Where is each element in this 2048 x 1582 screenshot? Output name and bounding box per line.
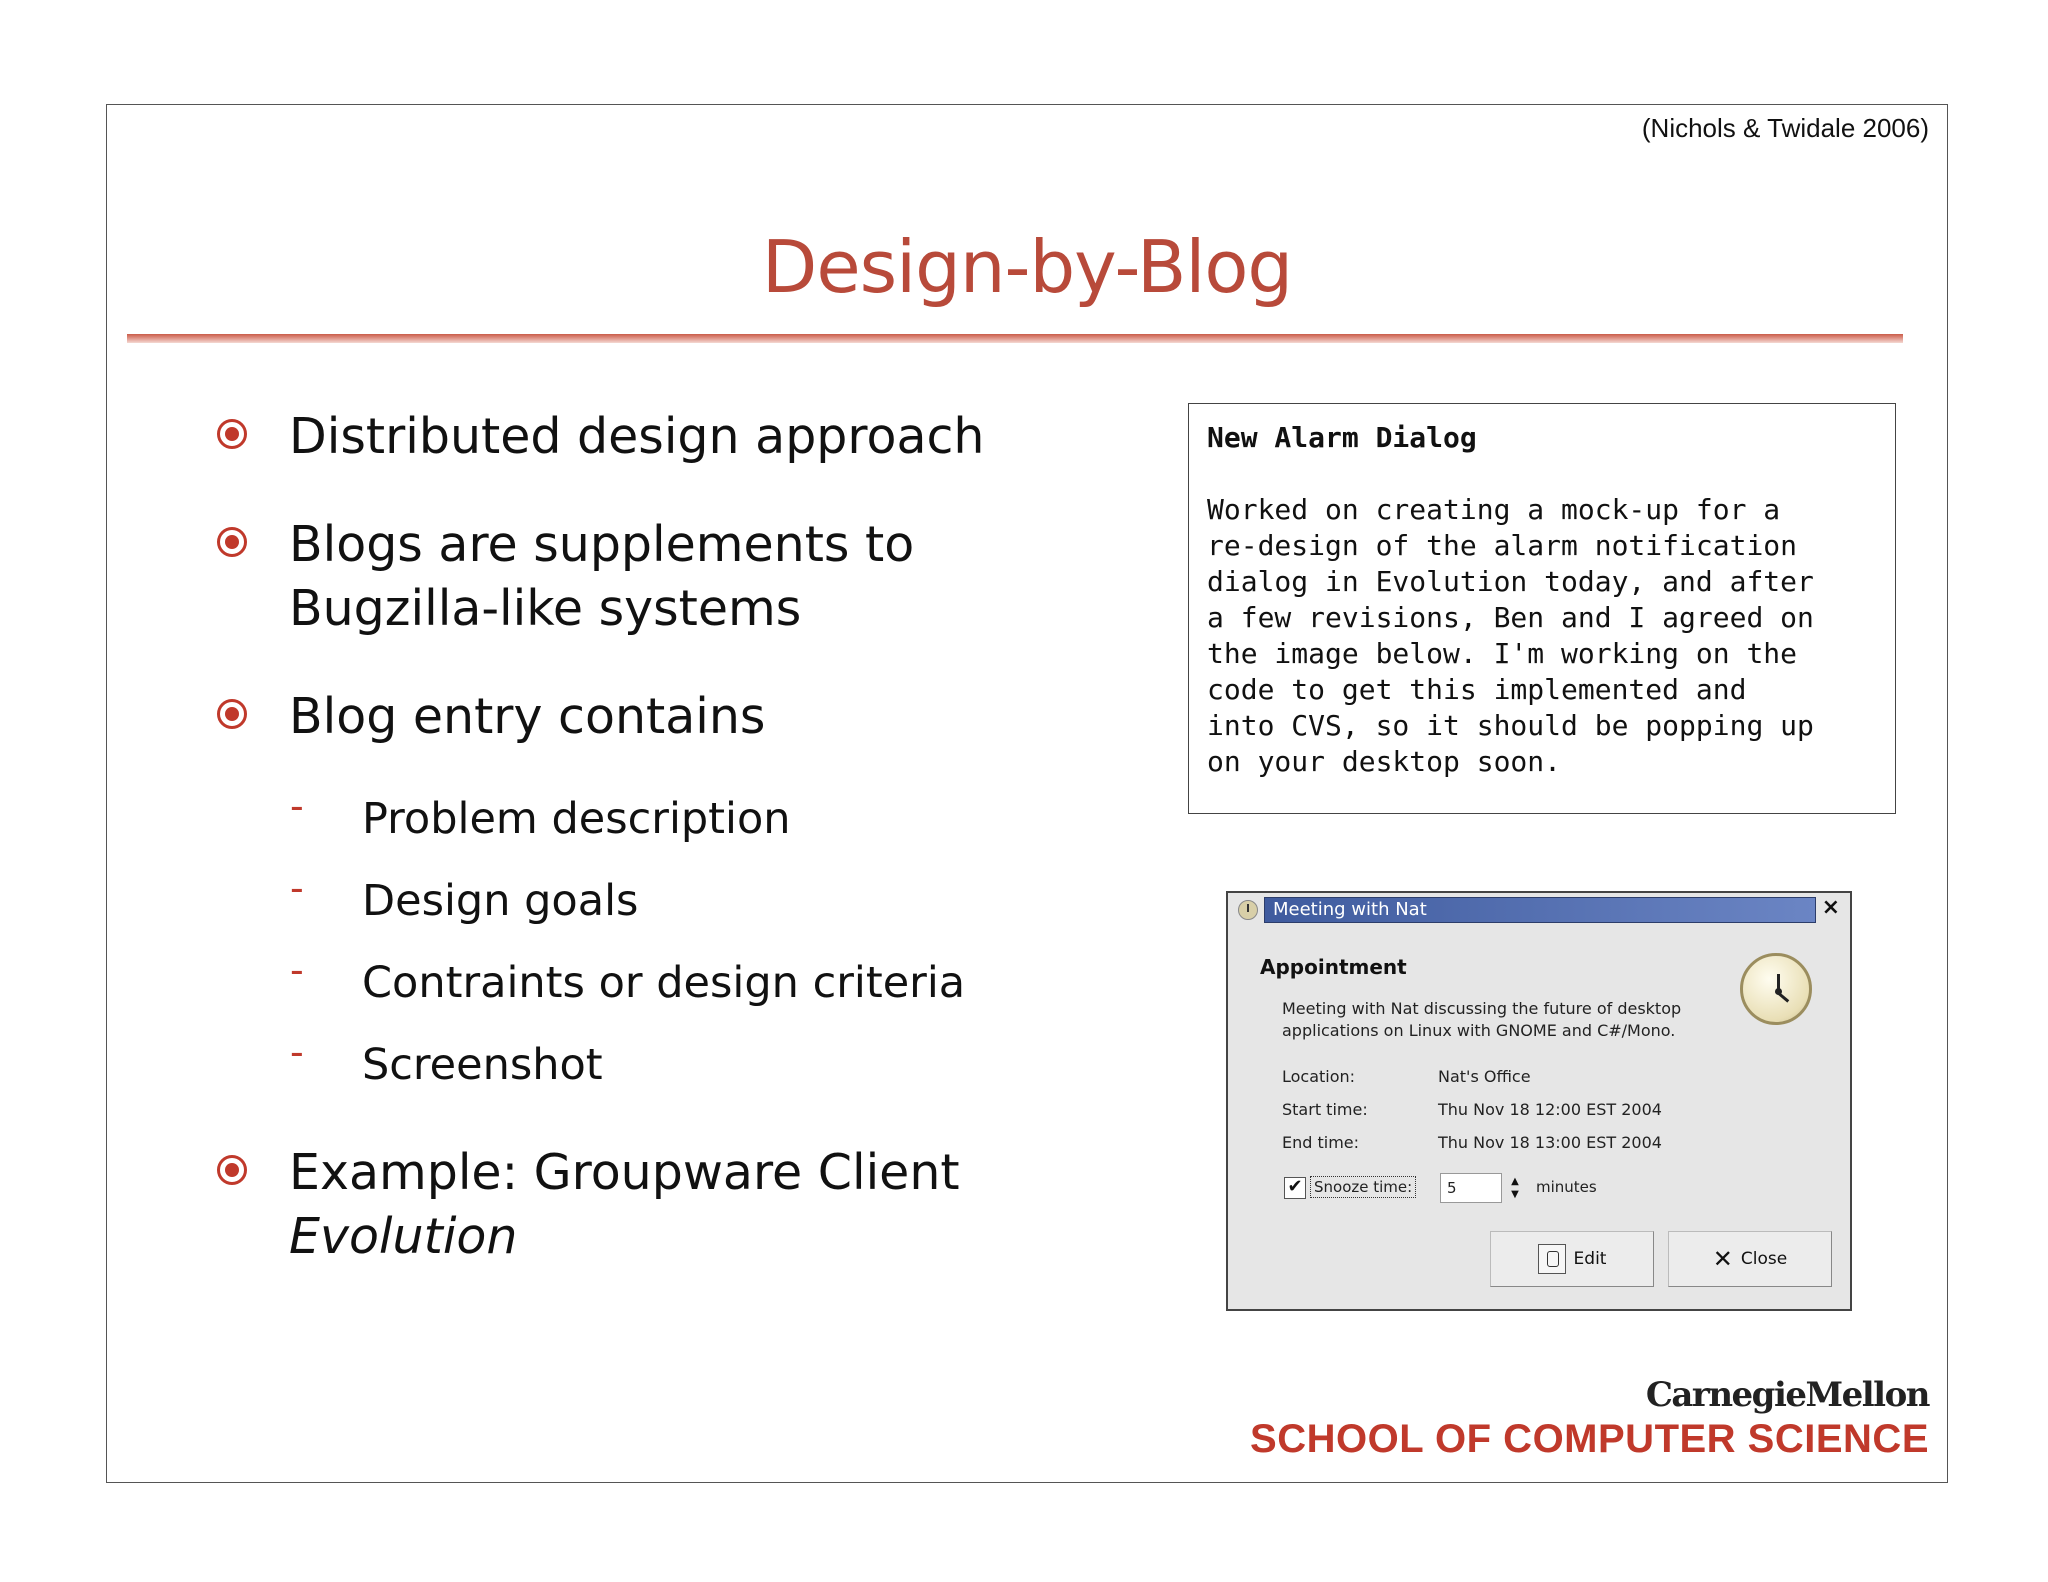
blog-entry-title: New Alarm Dialog: [1207, 421, 1477, 454]
clock-icon: [1238, 900, 1258, 920]
school-name: SCHOOL OF COMPUTER SCIENCE: [1250, 1417, 1929, 1461]
edit-button-label: Edit: [1573, 1249, 1607, 1269]
sub-item: [290, 866, 639, 929]
spin-down-icon[interactable]: ▼: [1511, 1189, 1519, 1200]
bullet-text: [289, 1141, 1049, 1269]
sub-item-text: Design goals: [362, 876, 639, 926]
sub-item-text: Problem description: [362, 794, 791, 844]
end-time-label: End time:: [1282, 1133, 1360, 1152]
location-value: Nat's Office: [1438, 1067, 1531, 1086]
university-name: CarnegieMellon: [1645, 1375, 1929, 1415]
edit-button[interactable]: [1490, 1231, 1654, 1287]
appointment-description: Meeting with Nat discussing the future of desktop applications on Linux with GNOME and C#/Mono.: [1282, 999, 1682, 1040]
blog-entry-box: [1188, 403, 1896, 814]
dash-marker: -: [290, 866, 304, 910]
bullet-item: [217, 1141, 1049, 1269]
dash-marker: -: [290, 1030, 304, 1074]
dialog-heading: Appointment: [1260, 955, 1407, 979]
dialog-window-title: Meeting with Nat: [1264, 897, 1816, 923]
dash-marker: -: [290, 948, 304, 992]
snooze-minutes-input[interactable]: 5: [1440, 1173, 1502, 1203]
bullet-text: Distributed design approach: [289, 408, 985, 465]
bullet-marker-icon: [217, 419, 247, 449]
close-button-label: Close: [1740, 1249, 1788, 1269]
bullet-marker-icon: [217, 527, 247, 557]
snooze-unit-label: minutes: [1536, 1178, 1597, 1196]
bullet-item: [217, 513, 929, 641]
bullet-list: [107, 105, 1107, 1482]
end-time-value: Thu Nov 18 13:00 EST 2004: [1438, 1133, 1662, 1152]
dash-marker: -: [290, 784, 304, 828]
slide: [106, 104, 1948, 1483]
close-button[interactable]: [1668, 1231, 1832, 1287]
bullet-marker-icon: [217, 699, 247, 729]
snooze-row: [1284, 1173, 1684, 1203]
sub-item-text: Contraints or design criteria: [362, 958, 966, 1008]
bullet-text-italic: Evolution: [289, 1208, 518, 1265]
snooze-checkbox[interactable]: ✔: [1284, 1177, 1306, 1199]
start-time-label: Start time:: [1282, 1100, 1368, 1119]
start-time-value: Thu Nov 18 12:00 EST 2004: [1438, 1100, 1662, 1119]
spin-up-icon[interactable]: ▲: [1511, 1176, 1519, 1187]
sub-item: [290, 784, 791, 847]
close-icon[interactable]: ×: [1821, 895, 1840, 920]
sub-item-text: Screenshot: [362, 1040, 603, 1090]
bullet-text: Blogs are supplements to Bugzilla-like systems: [289, 516, 915, 637]
dialog-titlebar: [1234, 897, 1812, 923]
bullet-text-main: Example: Groupware Client: [289, 1144, 960, 1201]
bullet-marker-icon: [217, 1155, 247, 1185]
bullet-text: Blog entry contains: [289, 688, 766, 745]
blog-entry-body: Worked on creating a mock-up for a re-design of the alarm notification dialog in Evolution today, and after a few revisions, Ben and I agreed on the image below. I'm working on the code to get this implemented and into CVS, so it should be popping up on your desktop soon.: [1207, 493, 1814, 778]
sub-item: [290, 1030, 603, 1093]
location-label: Location:: [1282, 1067, 1356, 1086]
alarm-dialog-screenshot: [1226, 891, 1852, 1311]
edit-icon: [1538, 1244, 1566, 1274]
slide-title: Design-by-Blog: [761, 225, 1293, 309]
snooze-spinner[interactable]: [1508, 1175, 1522, 1203]
close-x-icon: ✕: [1712, 1245, 1733, 1273]
bullet-item: [217, 685, 1049, 749]
alarm-clock-icon: [1740, 953, 1812, 1025]
cmu-logo: [1250, 1375, 1929, 1462]
bullet-item: [217, 405, 1049, 469]
sub-item: [290, 948, 966, 1011]
snooze-label[interactable]: Snooze time:: [1310, 1176, 1416, 1198]
citation: (Nichols & Twidale 2006): [1641, 113, 1929, 143]
